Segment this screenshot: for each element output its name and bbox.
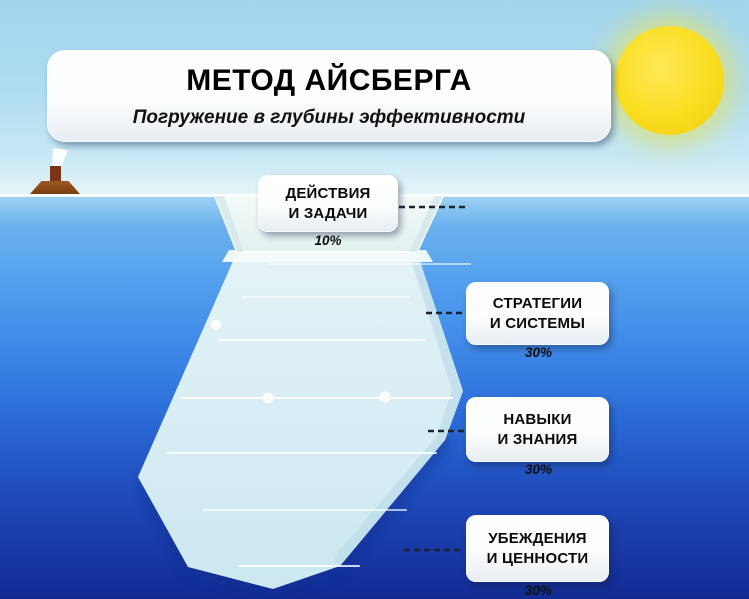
level-label-line1: СТРАТЕГИИ <box>492 294 583 312</box>
level-card-actions <box>258 175 398 232</box>
percent-label-strategies: 30% <box>524 345 553 360</box>
page-title: МЕТОД АЙСБЕРГА <box>186 63 472 97</box>
percent-label-skills: 30% <box>524 462 553 477</box>
level-label-line1: УБЕЖДЕНИЯ <box>488 529 587 547</box>
level-label-line2: И ЗНАНИЯ <box>497 430 578 448</box>
level-label-line2: И ЦЕННОСТИ <box>486 549 589 567</box>
iceberg-body <box>138 252 463 589</box>
title-card <box>47 50 611 142</box>
level-label-line1: ДЕЙСТВИЯ <box>285 184 371 202</box>
level-label-line2: И ЗАДАЧИ <box>288 204 368 222</box>
level-card-beliefs <box>466 515 609 582</box>
level-label-line2: И СИСТЕМЫ <box>489 314 586 332</box>
level-label-line1: НАВЫКИ <box>503 410 572 428</box>
percent-label-beliefs: 30% <box>524 583 553 598</box>
level-card-skills <box>466 397 609 462</box>
level-card-strategies <box>466 282 609 345</box>
page-subtitle: Погружение в глубины эффективности <box>132 106 526 128</box>
percent-label-actions: 10% <box>314 233 342 248</box>
